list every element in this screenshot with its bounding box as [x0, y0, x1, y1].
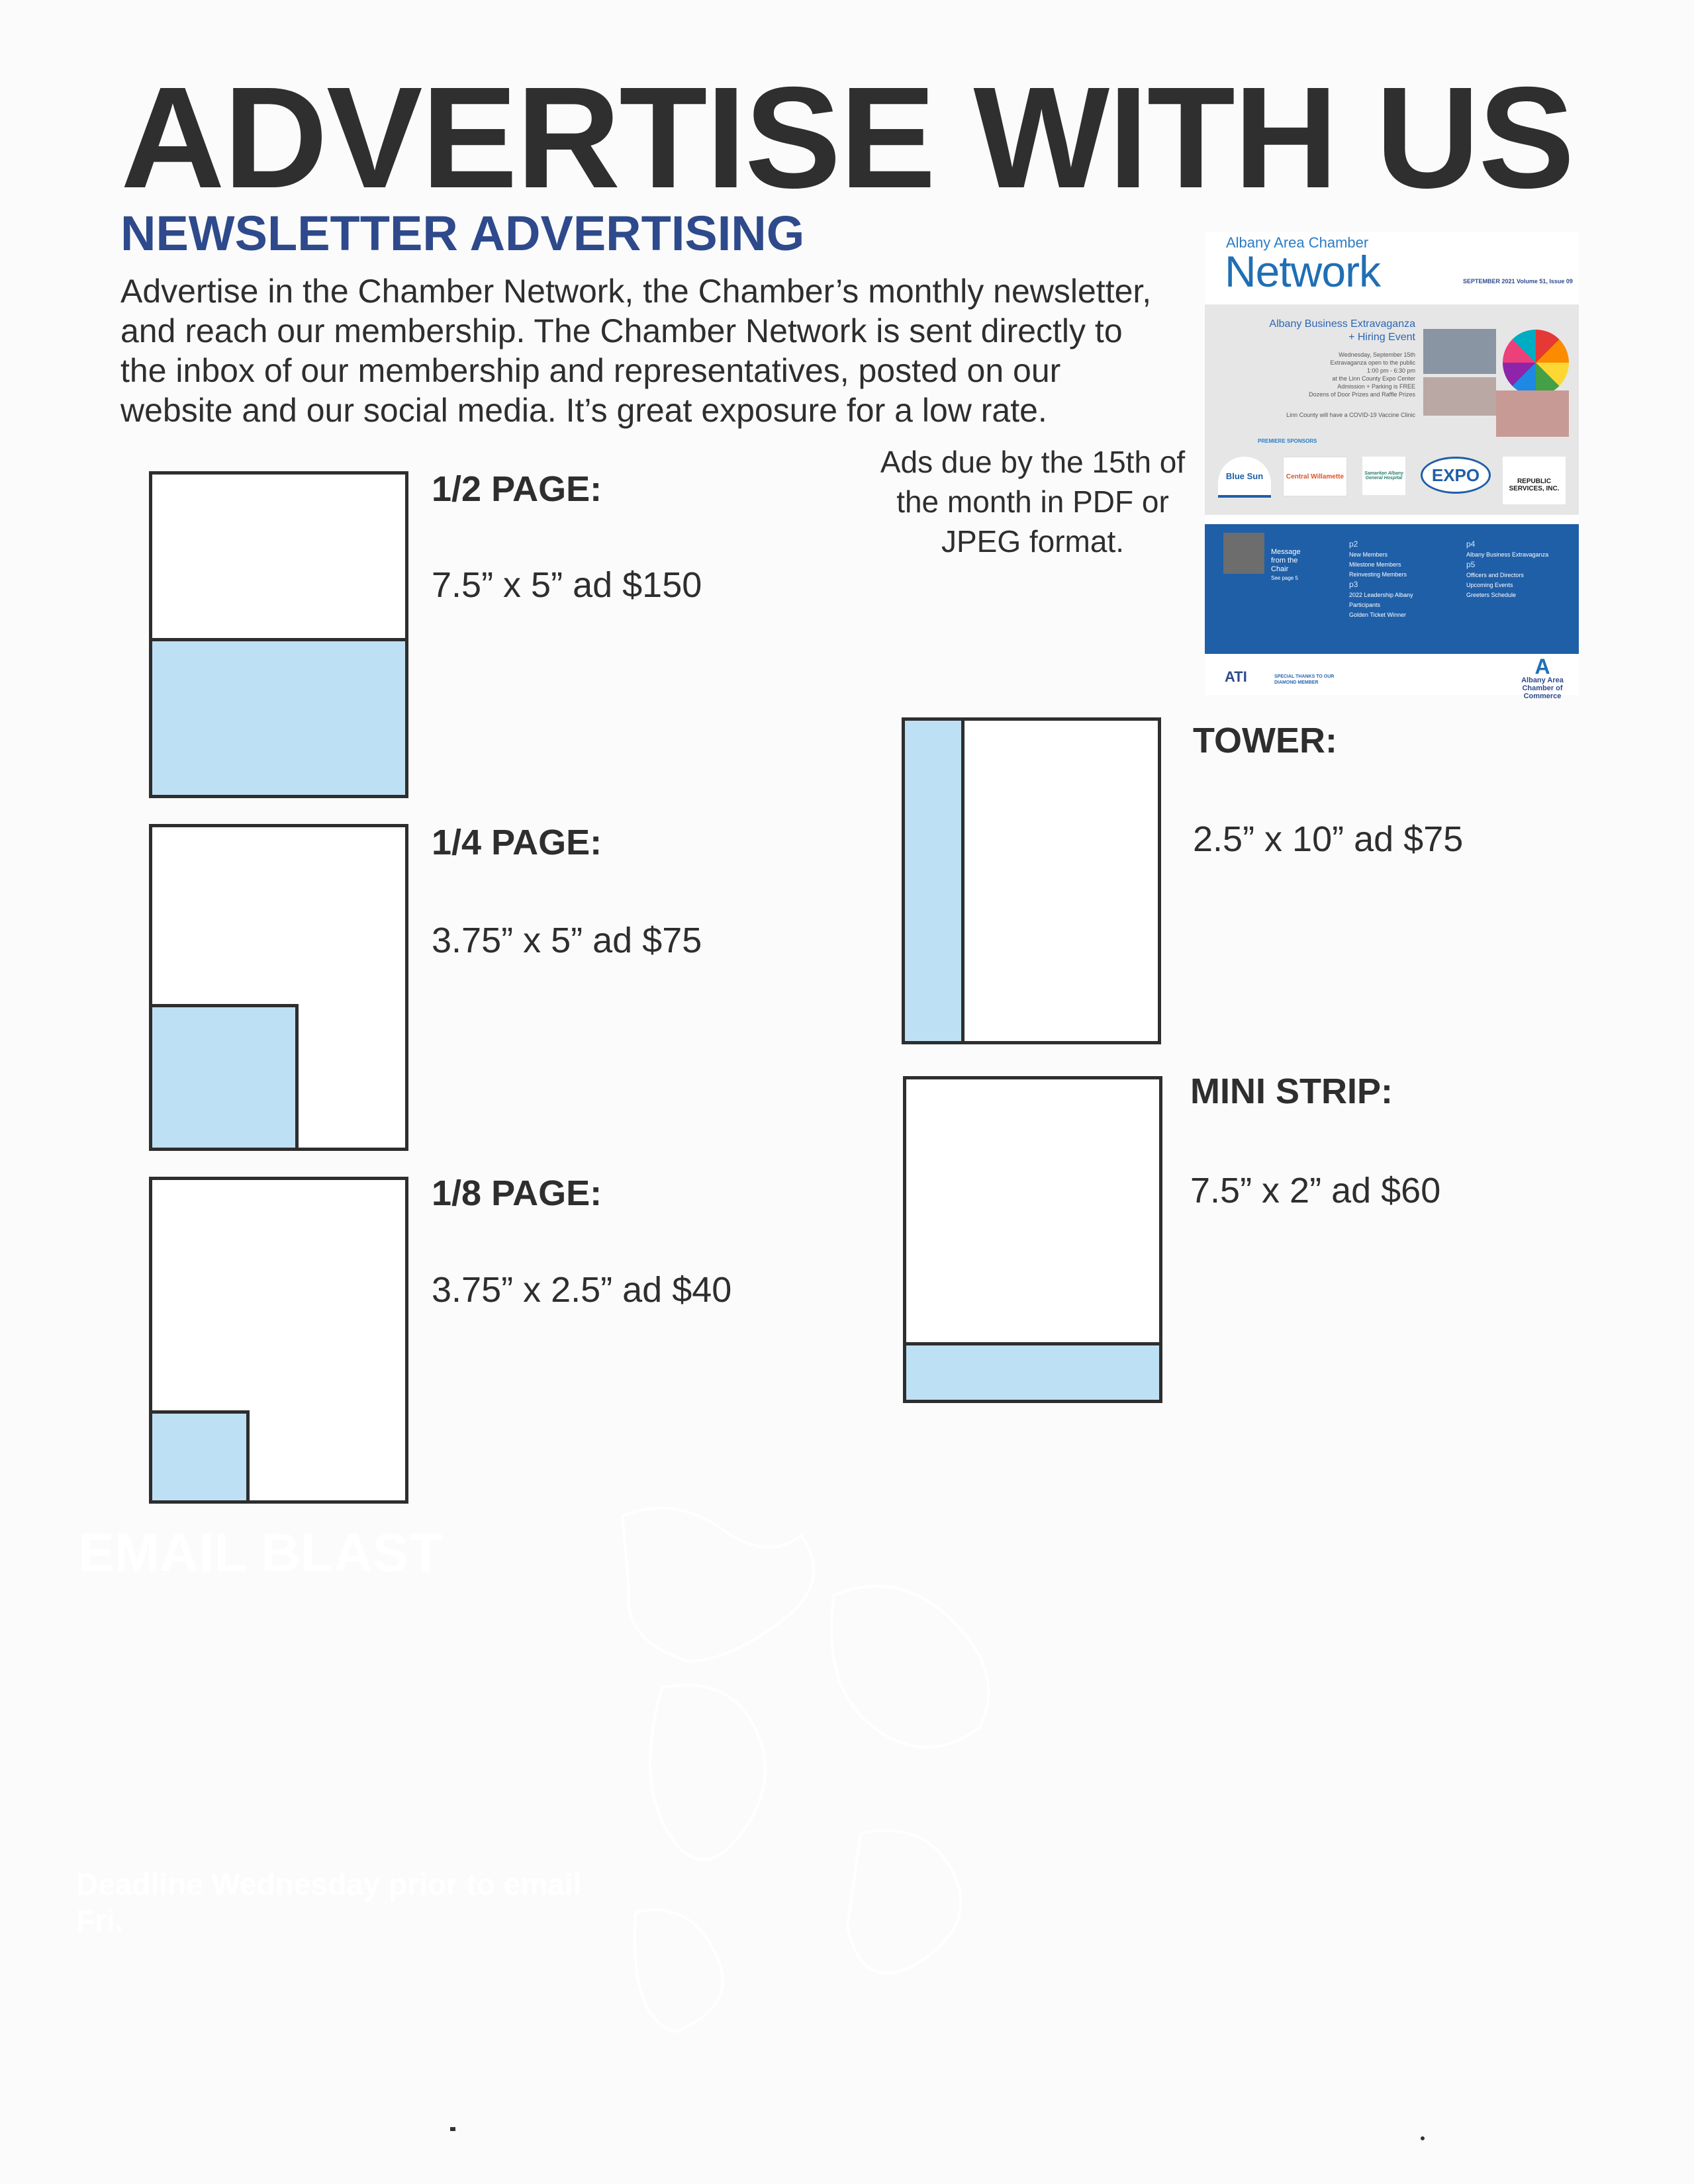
toc-page: p5	[1466, 560, 1476, 569]
chair-portrait	[1223, 533, 1264, 574]
intro-line: Advertise in the Chamber Network, the Chamber’s monthly newsletter,	[120, 273, 1152, 310]
chair-line: Chair	[1271, 565, 1289, 573]
event-photo	[1423, 329, 1496, 374]
tower-price: 2.5” x 10” ad $75	[1193, 819, 1464, 859]
email-deadline-line: Deadline Wednesday prior to email	[76, 1867, 582, 1901]
toc-item: Reinvesting Members	[1349, 571, 1407, 578]
toc-item: Greeters Schedule	[1466, 592, 1517, 598]
ati-logo: ATI	[1225, 668, 1247, 685]
thanks-line: SPECIAL THANKS TO OUR	[1274, 674, 1335, 679]
intro-line: website and our social media. It’s great exposure for a low rate.	[120, 392, 1047, 429]
chair-line: Message	[1271, 548, 1301, 556]
chamber-logo-icon: A	[1534, 655, 1550, 678]
deadline-note	[864, 442, 1201, 561]
section-heading: NEWSLETTER ADVERTISING	[120, 206, 805, 261]
toc-item: Participants	[1349, 602, 1381, 608]
sponsor-logo-central-willamette: Central Willamette	[1283, 457, 1347, 496]
newsletter-cover-thumbnail	[1205, 232, 1579, 700]
quarter-page-price: 3.75” x 5” ad $75	[432, 921, 702, 960]
newsletter-event-details	[1223, 351, 1415, 398]
sponsor-logo-blue-sun: Blue Sun	[1218, 457, 1271, 498]
toc-page: p4	[1466, 539, 1476, 549]
faint-world-map-graphic	[583, 1489, 1019, 2052]
newsletter-brand-title: Network	[1225, 247, 1381, 296]
tower-ad-area	[905, 721, 965, 1041]
prize-wheel-photo	[1503, 330, 1569, 396]
toc-item: Golden Ticket Winner	[1349, 612, 1407, 618]
deadline-line: JPEG format.	[941, 524, 1125, 559]
event-detail-line: at the Linn County Expo Center	[1332, 375, 1415, 382]
intro-paragraph	[120, 271, 1180, 430]
toc-page: p3	[1349, 580, 1358, 589]
eighth-page-ad-area	[152, 1410, 250, 1500]
toc-right	[1466, 539, 1548, 600]
event-detail-line: Extravaganza open to the public	[1330, 359, 1415, 366]
event-photo	[1423, 377, 1496, 416]
chair-line: from the	[1271, 557, 1298, 565]
email-blast-heading: EMAIL BLAST	[78, 1523, 442, 1583]
speck-mark	[1421, 2136, 1425, 2140]
event-detail-line: 1:00 pm - 6:30 pm	[1366, 367, 1415, 374]
chamber-logo-line: Albany Area	[1521, 676, 1564, 684]
event-detail-line: Dozens of Door Prizes and Raffle Prizes	[1309, 391, 1415, 398]
sponsor-logo-republic: REPUBLIC SERVICES, INC.	[1503, 457, 1566, 504]
chair-message	[1271, 548, 1301, 582]
mini-strip-price: 7.5” x 2” ad $60	[1190, 1171, 1441, 1210]
half-page-ad-area	[152, 638, 405, 795]
newsletter-vaccine-note: Linn County will have a COVID-19 Vaccine Clinic	[1286, 412, 1415, 418]
half-page-diagram	[149, 471, 408, 798]
half-page-price: 7.5” x 5” ad $150	[432, 565, 702, 605]
chair-line: See page 5	[1271, 575, 1298, 581]
sponsor-logo-expo: EXPO	[1421, 457, 1491, 494]
toc-item: 2022 Leadership Albany	[1349, 592, 1413, 598]
half-page-label: 1/2 PAGE:	[432, 469, 602, 509]
toc-page: p2	[1349, 539, 1358, 549]
event-detail-line: Wednesday, September 15th	[1339, 351, 1415, 358]
intro-line: and reach our membership. The Chamber Network is sent directly to	[120, 312, 1123, 349]
event-title-line: Albany Business Extravaganza	[1269, 318, 1415, 330]
quarter-page-ad-area	[152, 1004, 299, 1148]
eighth-page-price: 3.75” x 2.5” ad $40	[432, 1270, 732, 1310]
mini-strip-label: MINI STRIP:	[1190, 1071, 1393, 1111]
page-title: ADVERTISE WITH US	[120, 58, 1574, 218]
newsletter-event-title	[1223, 318, 1415, 344]
toc-left	[1349, 539, 1413, 620]
email-blast-deadline	[76, 1866, 619, 1939]
toc-item: Upcoming Events	[1466, 582, 1513, 588]
sponsors-label: PREMIERE SPONSORS	[1258, 438, 1317, 444]
tower-label: TOWER:	[1193, 721, 1337, 760]
sponsor-logo-samaritan: Samaritan Albany General Hospital	[1362, 457, 1405, 495]
toc-item: Albany Business Extravaganza	[1466, 551, 1549, 558]
tower-diagram	[902, 717, 1161, 1044]
quarter-page-diagram	[149, 824, 408, 1151]
chamber-logo	[1516, 657, 1569, 700]
toc-item: Officers and Directors	[1466, 572, 1524, 578]
chamber-logo-line: Chamber of Commerce	[1522, 684, 1563, 700]
speck-mark	[450, 2127, 455, 2131]
toc-item: New Members	[1349, 551, 1388, 558]
thanks-line: DIAMOND MEMBER	[1274, 680, 1319, 685]
event-photo	[1496, 390, 1569, 437]
intro-line: the inbox of our membership and representatives, posted on our	[120, 352, 1061, 389]
sponsor-thanks	[1274, 674, 1334, 686]
mini-strip-diagram	[903, 1076, 1162, 1403]
event-detail-line: Admission + Parking is FREE	[1337, 383, 1415, 390]
newsletter-brand-small: Albany Area Chamber	[1226, 234, 1369, 251]
eighth-page-diagram	[149, 1177, 408, 1504]
mini-strip-ad-area	[906, 1342, 1159, 1400]
toc-item: Milestone Members	[1349, 561, 1401, 568]
quarter-page-label: 1/4 PAGE:	[432, 823, 602, 862]
deadline-line: the month in PDF or	[896, 484, 1169, 519]
eighth-page-label: 1/8 PAGE:	[432, 1173, 602, 1213]
email-deadline-line: Fri.	[76, 1903, 124, 1938]
deadline-line: Ads due by the 15th of	[880, 445, 1186, 479]
newsletter-issue: SEPTEMBER 2021 Volume 51, Issue 09	[1463, 278, 1573, 285]
event-title-line: + Hiring Event	[1348, 332, 1415, 343]
